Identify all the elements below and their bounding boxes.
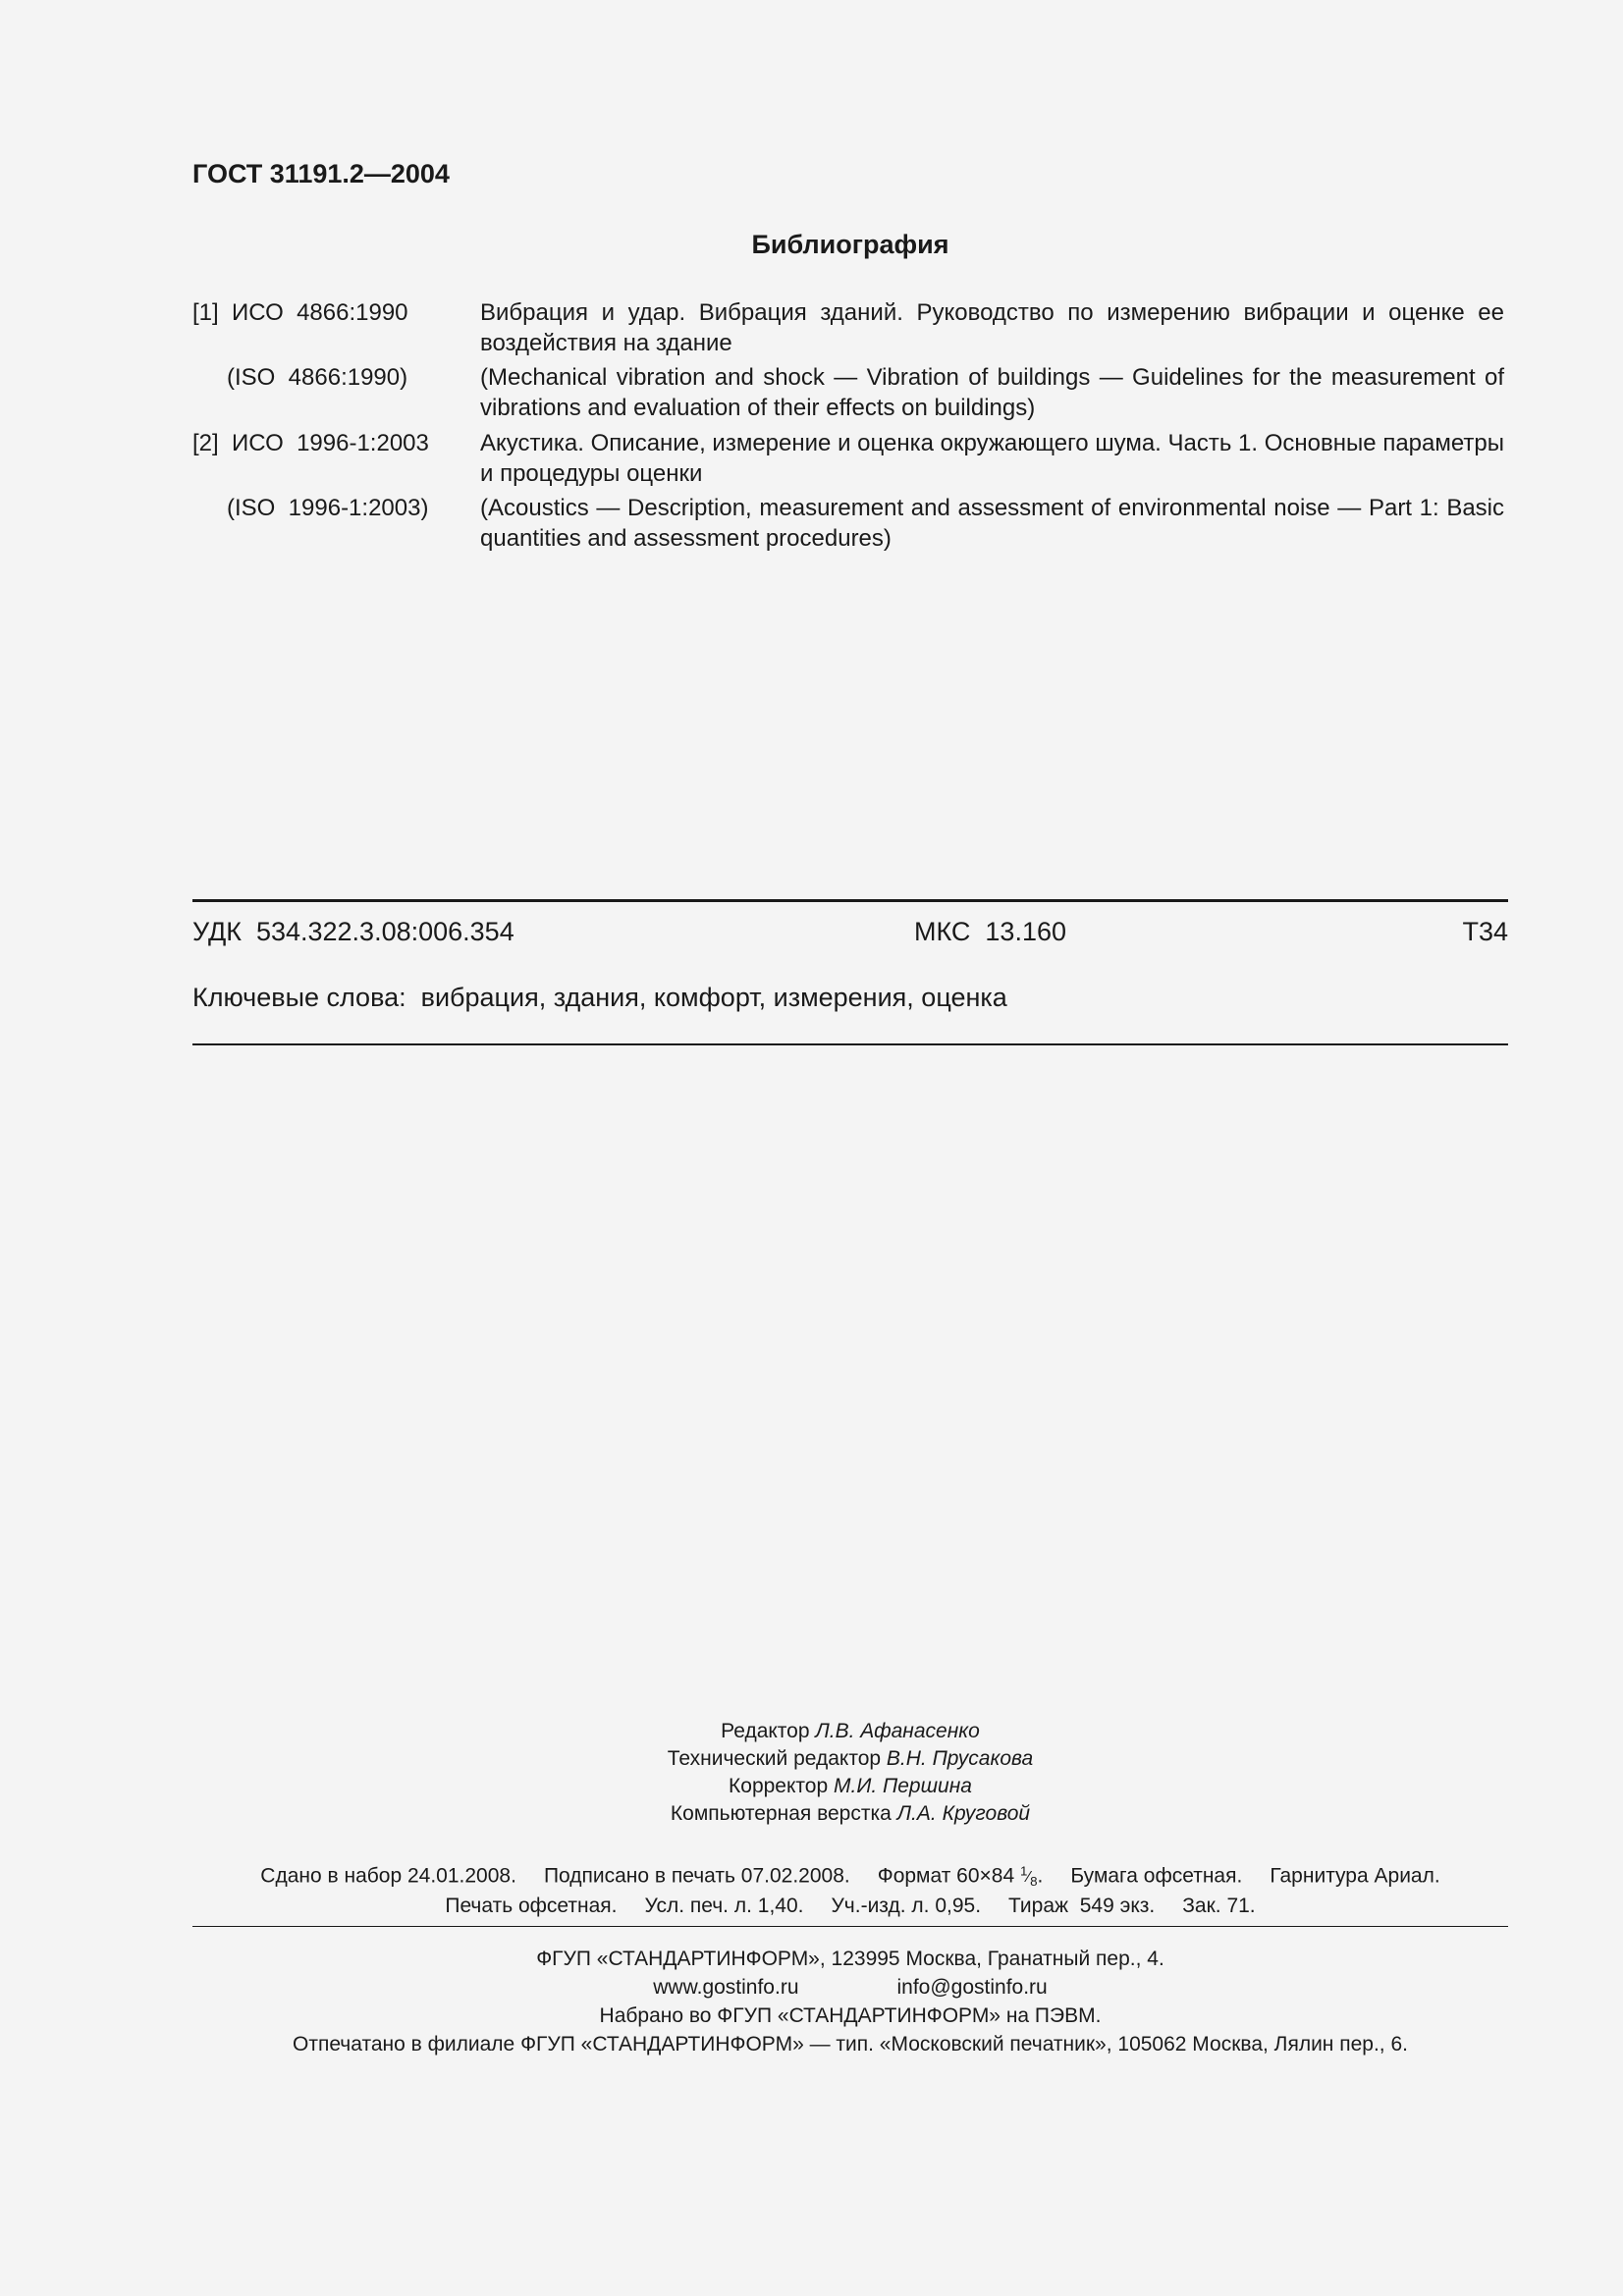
print-data-line-1: Сдано в набор 24.01.2008. Подписано в печать 07.02.2008. Формат 60×84 $^1⁄_8$. Бумага офсетная. Гарнитура Ариал. bbox=[260, 1864, 1440, 1890]
tech-editor-line: Технический редактор В.Н. Прусакова bbox=[667, 1747, 1034, 1770]
reference-text: (Mechanical vibration and shock — Vibration of buildings — Guidelines for the measurement of vibrations and evaluation of their effects on buildings) bbox=[480, 364, 1504, 421]
editor-name: Л.В. Афанасенко bbox=[815, 1720, 980, 1742]
udk-code: УДК 534.322.3.08:006.354 bbox=[192, 917, 514, 946]
publisher-contacts bbox=[192, 1973, 1508, 2002]
layout-line: Компьютерная верстка Л.А. Круговой bbox=[670, 1802, 1031, 1825]
format-fraction: $^1⁄_8$ bbox=[1020, 1864, 1038, 1890]
printed-note: Отпечатано в филиале ФГУП «СТАНДАРТИНФОРМ» — тип. «Московский печатник», 105062 Москва, Лялин пер., 6. bbox=[293, 2033, 1408, 2056]
divider-top bbox=[192, 899, 1508, 902]
publisher-website: www.gostinfo.ru bbox=[653, 1976, 799, 1999]
bibliography-title: Библиография bbox=[751, 230, 949, 259]
divider-bottom bbox=[192, 1043, 1508, 1045]
tech-editor-name: В.Н. Прусакова bbox=[886, 1747, 1034, 1770]
mks-code: МКС 13.160 bbox=[914, 917, 1066, 946]
imprint-credits bbox=[192, 1718, 1508, 1828]
reference-key: [2] ИСО 1996-1:2003 bbox=[192, 430, 429, 456]
print-data-line-2: Печать офсетная. Усл. печ. л. 1,40. Уч.-изд. л. 0,95. Тираж 549 экз. Зак. 71. bbox=[445, 1895, 1256, 1917]
publisher-address: ФГУП «СТАНДАРТИНФОРМ», 123995 Москва, Гранатный пер., 4. bbox=[536, 1948, 1164, 1970]
imprint-divider bbox=[192, 1926, 1508, 1927]
reference-text: (Acoustics — Description, measurement and assessment of environmental noise — Part 1: Basic quantities and assessment procedures) bbox=[480, 495, 1504, 552]
typeset-note: Набрано во ФГУП «СТАНДАРТИНФОРМ» на ПЭВМ. bbox=[599, 2004, 1102, 2027]
editor-line: Редактор Л.В. Афанасенко bbox=[721, 1720, 980, 1742]
reference-key: [1] ИСО 4866:1990 bbox=[192, 299, 408, 326]
reference-text: Акустика. Описание, измерение и оценка окружающего шума. Часть 1. Основные параметры и процедуры оценки bbox=[480, 430, 1504, 487]
proofreader-line: Корректор М.И. Першина bbox=[729, 1775, 972, 1797]
category-code: Т34 bbox=[1462, 917, 1508, 946]
reference-key: (ISO 1996-1:2003) bbox=[227, 495, 429, 521]
publisher-email: info@gostinfo.ru bbox=[896, 1976, 1048, 1999]
reference-text: Вибрация и удар. Вибрация зданий. Руководство по измерению вибрации и оценке ее воздействия на здание bbox=[480, 299, 1504, 356]
document-code: ГОСТ 31191.2—2004 bbox=[192, 159, 450, 188]
layout-name: Л.А. Круговой bbox=[896, 1802, 1031, 1825]
proofreader-name: М.И. Першина bbox=[834, 1775, 972, 1797]
reference-key: (ISO 4866:1990) bbox=[227, 364, 408, 391]
keywords: Ключевые слова: вибрация, здания, комфорт, измерения, оценка bbox=[192, 983, 1007, 1012]
publisher-info bbox=[192, 1945, 1508, 2058]
